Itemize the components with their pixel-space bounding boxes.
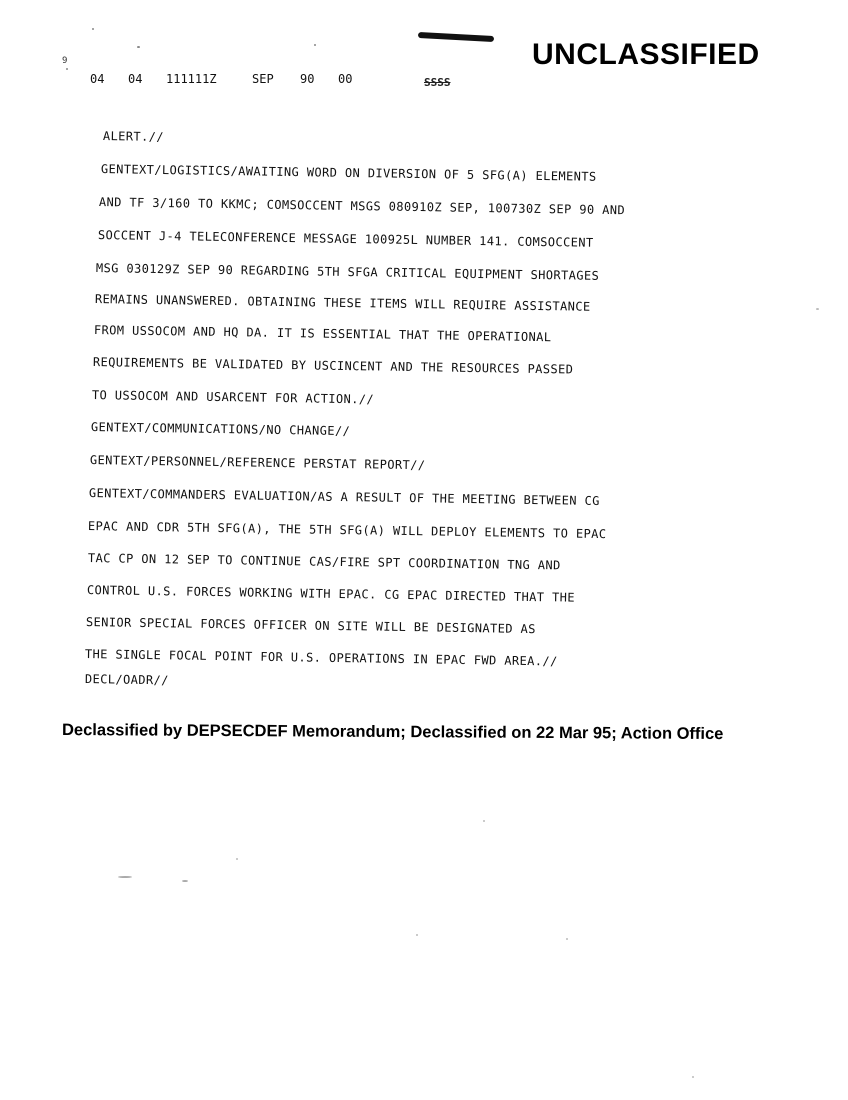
margin-mark: 9 [62, 56, 68, 66]
message-line: SENIOR SPECIAL FORCES OFFICER ON SITE WILL BE DESIGNATED AS [85, 615, 536, 637]
scan-speck [314, 44, 316, 46]
message-line: ALERT.// [102, 129, 165, 144]
scan-speck [182, 880, 188, 882]
header-field: 00 [338, 72, 353, 86]
message-line: REMAINS UNANSWERED. OBTAINING THESE ITEMS WILL REQUIRE ASSISTANCE [94, 292, 591, 314]
scan-speck [483, 820, 485, 822]
scan-speck [816, 308, 819, 310]
message-line: SOCCENT J-4 TELECONFERENCE MESSAGE 100925L NUMBER 141. COMSOCCENT [97, 228, 594, 250]
message-line: THE SINGLE FOCAL POINT FOR U.S. OPERATIONS IN EPAC FWD AREA.// [84, 647, 558, 669]
message-line: EPAC AND CDR 5TH SFG(A), THE 5TH SFG(A) WILL DEPLOY ELEMENTS TO EPAC [87, 519, 607, 542]
header-field: 111111Z [166, 72, 217, 86]
message-line: REQUIREMENTS BE VALIDATED BY USCINCENT AND THE RESOURCES PASSED [92, 355, 574, 377]
scan-speck [66, 68, 68, 70]
scan-speck [236, 858, 238, 860]
message-line: TO USSOCOM AND USARCENT FOR ACTION.// [91, 388, 375, 407]
message-line: AND TF 3/160 TO KKMC; COMSOCCENT MSGS 080910Z SEP, 100730Z SEP 90 AND [98, 195, 626, 218]
message-line: GENTEXT/PERSONNEL/REFERENCE PERSTAT REPORT// [89, 453, 426, 473]
message-line: GENTEXT/LOGISTICS/AWAITING WORD ON DIVERSION OF 5 SFG(A) ELEMENTS [100, 162, 597, 184]
message-line: FROM USSOCOM AND HQ DA. IT IS ESSENTIAL THAT THE OPERATIONAL [93, 323, 552, 345]
message-line: GENTEXT/COMMANDERS EVALUATION/AS A RESULT OF THE MEETING BETWEEN CG [88, 486, 600, 509]
message-line: DECL/OADR// [84, 672, 169, 688]
message-line: GENTEXT/COMMUNICATIONS/NO CHANGE// [90, 420, 351, 439]
scan-speck [92, 28, 94, 30]
scan-speck [137, 46, 140, 48]
message-line: TAC CP ON 12 SEP TO CONTINUE CAS/FIRE SPT COORDINATION TNG AND [87, 551, 561, 573]
message-line: MSG 030129Z SEP 90 REGARDING 5TH SFGA CRITICAL EQUIPMENT SHORTAGES [95, 261, 600, 283]
header-field: SEP [252, 72, 274, 86]
header-field: 04 [90, 72, 105, 86]
scan-speck [416, 934, 418, 936]
scan-speck [692, 1076, 694, 1078]
scan-speck [118, 876, 132, 878]
scan-speck [566, 938, 568, 940]
declassification-notice: Declassified by DEPSECDEF Memorandum; Declassified on 22 Mar 95; Action Office [61, 721, 724, 744]
header-field: 90 [300, 72, 315, 86]
header-field: 04 [128, 72, 143, 86]
message-line: CONTROL U.S. FORCES WORKING WITH EPAC. CG EPAC DIRECTED THAT THE [86, 583, 576, 605]
classification-code: SSSS [424, 76, 451, 89]
classification-stamp: UNCLASSIFIED [532, 38, 760, 71]
